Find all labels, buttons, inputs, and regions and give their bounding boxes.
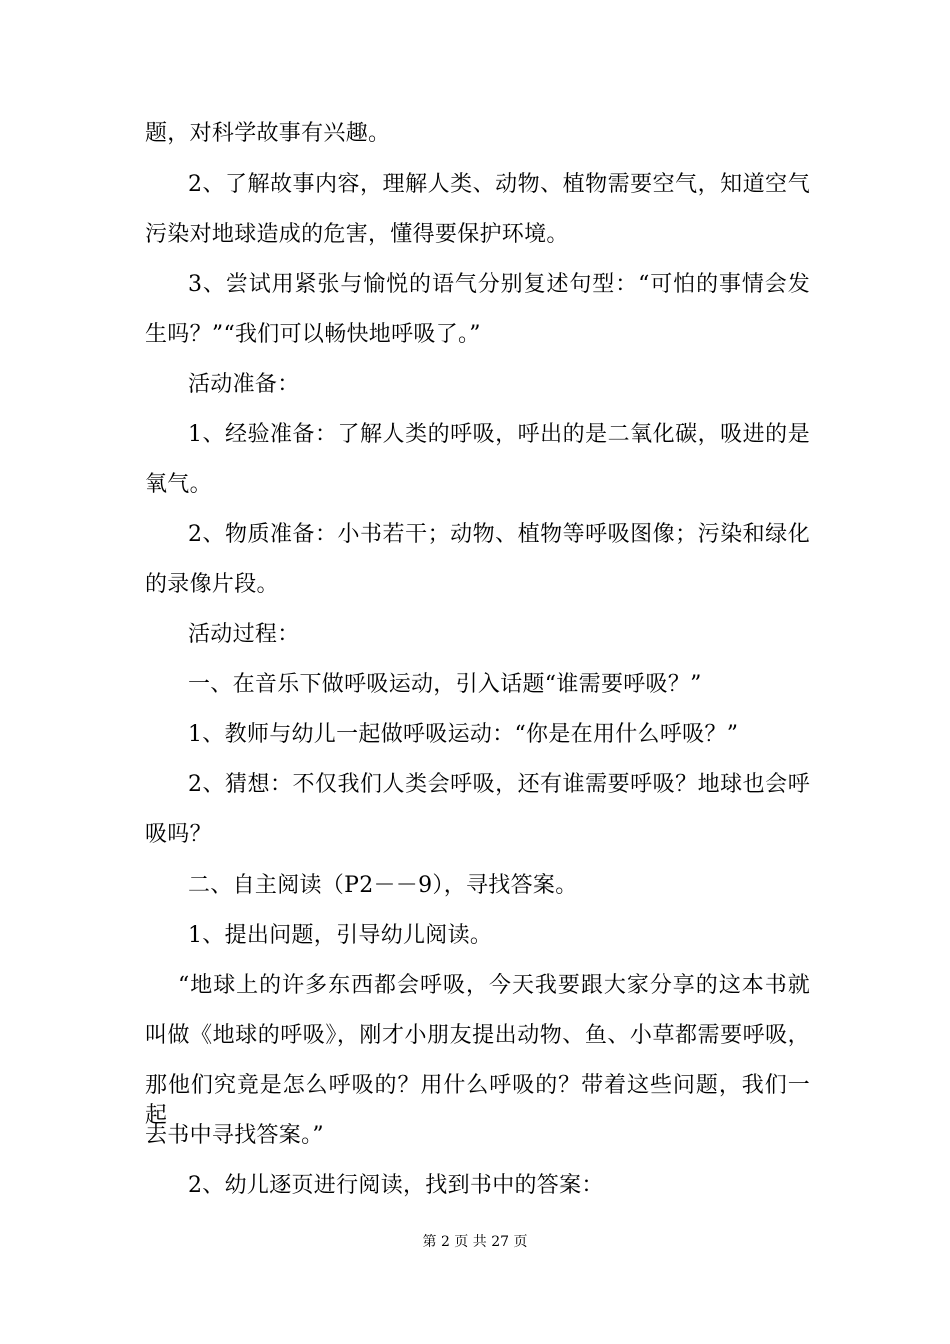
paragraph-line: 污染对地球造成的危害，懂得要保护环境。 xyxy=(145,222,569,247)
paragraph-line: 那他们究竟是怎么呼吸的？用什么呼吸的？带着这些问题，我们一起 xyxy=(145,1073,810,1128)
section-heading: 活动过程： xyxy=(188,622,300,647)
paragraph-line: “地球上的许多东西都会呼吸，今天我要跟大家分享的这本书就 xyxy=(178,973,810,998)
paragraph-line: 的录像片段。 xyxy=(145,572,279,597)
paragraph-line: 1、经验准备：了解人类的呼吸，呼出的是二氧化碳，吸进的是 xyxy=(188,422,810,447)
paragraph-line: 2、猜想：不仅我们人类会呼吸，还有谁需要呼吸？地球也会呼 xyxy=(188,772,810,797)
paragraph-line: 二、自主阅读（P2－－9），寻找答案。 xyxy=(188,873,578,898)
paragraph-line: 2、了解故事内容，理解人类、动物、植物需要空气，知道空气 xyxy=(188,172,810,197)
paragraph-line: 2、物质准备：小书若干；动物、植物等呼吸图像；污染和绿化 xyxy=(188,522,810,547)
paragraph-line: 1、提出问题，引导幼儿阅读。 xyxy=(188,923,493,948)
paragraph-line: 1、教师与幼儿一起做呼吸运动：“你是在用什么呼吸？” xyxy=(188,722,739,747)
paragraph-line: 氧气。 xyxy=(145,472,212,497)
paragraph-line: 叫做《地球的呼吸》，刚才小朋友提出动物、鱼、小草都需要呼吸， xyxy=(145,1023,810,1048)
paragraph-line: 去书中寻找答案。” xyxy=(145,1123,324,1148)
paragraph-line: 题，对科学故事有兴趣。 xyxy=(145,121,391,146)
paragraph-line: 一、在音乐下做呼吸运动，引入话题“谁需要呼吸？” xyxy=(188,672,702,697)
page-number-footer: 第 2 页 共 27 页 xyxy=(422,1234,528,1250)
paragraph-line: 吸吗？ xyxy=(145,822,212,847)
paragraph-line: 生吗？”“我们可以畅快地呼吸了。” xyxy=(145,322,481,347)
paragraph-line: 3、尝试用紧张与愉悦的语气分别复述句型：“可怕的事情会发 xyxy=(188,272,810,297)
paragraph-line: 2、幼儿逐页进行阅读，找到书中的答案： xyxy=(188,1173,604,1198)
section-heading: 活动准备： xyxy=(188,372,300,397)
